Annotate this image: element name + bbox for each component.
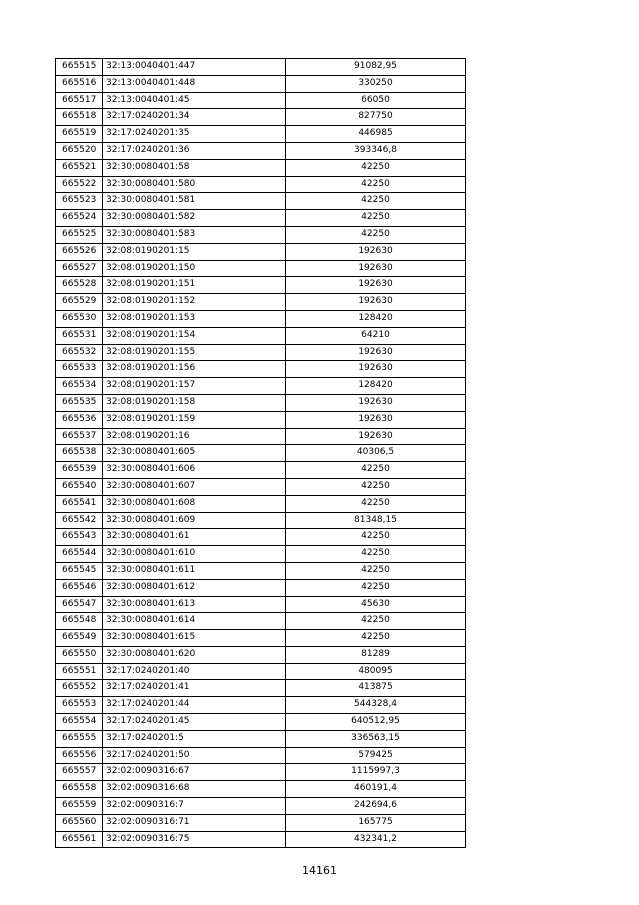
cadastral-number-cell: 32:30:0080401:580 xyxy=(103,176,286,193)
value-cell: 66050 xyxy=(286,92,466,109)
table-row xyxy=(56,663,466,680)
value-cell: 42250 xyxy=(286,159,466,176)
row-number-cell: 665526 xyxy=(56,243,103,260)
table-row xyxy=(56,512,466,529)
cadastral-number-cell: 32:08:0190201:152 xyxy=(103,294,286,311)
cadastral-number-cell: 32:30:0080401:582 xyxy=(103,210,286,227)
cadastral-number-cell: 32:30:0080401:614 xyxy=(103,613,286,630)
table-row xyxy=(56,428,466,445)
table-row xyxy=(56,260,466,277)
row-number-cell: 665528 xyxy=(56,277,103,294)
cadastral-number-cell: 32:08:0190201:155 xyxy=(103,344,286,361)
cadastral-number-cell: 32:30:0080401:607 xyxy=(103,478,286,495)
cadastral-number-cell: 32:08:0190201:16 xyxy=(103,428,286,445)
row-number-cell: 665547 xyxy=(56,596,103,613)
value-cell: 40306,5 xyxy=(286,445,466,462)
cadastral-number-cell: 32:17:0240201:34 xyxy=(103,109,286,126)
table-row xyxy=(56,714,466,731)
row-number-cell: 665533 xyxy=(56,361,103,378)
table-row xyxy=(56,764,466,781)
cadastral-number-cell: 32:08:0190201:15 xyxy=(103,243,286,260)
value-cell: 42250 xyxy=(286,495,466,512)
table-row xyxy=(56,92,466,109)
table-body xyxy=(56,59,466,848)
table-row xyxy=(56,59,466,76)
table-row xyxy=(56,109,466,126)
cadastral-value-table xyxy=(55,58,466,848)
value-cell: 42250 xyxy=(286,579,466,596)
value-cell: 42250 xyxy=(286,462,466,479)
row-number-cell: 665522 xyxy=(56,176,103,193)
value-cell: 192630 xyxy=(286,411,466,428)
row-number-cell: 665553 xyxy=(56,697,103,714)
table-row xyxy=(56,277,466,294)
table-row xyxy=(56,159,466,176)
row-number-cell: 665542 xyxy=(56,512,103,529)
cadastral-number-cell: 32:08:0190201:159 xyxy=(103,411,286,428)
row-number-cell: 665519 xyxy=(56,126,103,143)
cadastral-number-cell: 32:02:0090316:75 xyxy=(103,831,286,848)
row-number-cell: 665555 xyxy=(56,730,103,747)
table-row xyxy=(56,310,466,327)
value-cell: 64210 xyxy=(286,327,466,344)
value-cell: 336563,15 xyxy=(286,730,466,747)
row-number-cell: 665538 xyxy=(56,445,103,462)
row-number-cell: 665559 xyxy=(56,798,103,815)
value-cell: 192630 xyxy=(286,428,466,445)
value-cell: 827750 xyxy=(286,109,466,126)
row-number-cell: 665534 xyxy=(56,378,103,395)
table-row xyxy=(56,462,466,479)
table-row xyxy=(56,613,466,630)
cadastral-number-cell: 32:30:0080401:581 xyxy=(103,193,286,210)
value-cell: 192630 xyxy=(286,361,466,378)
value-cell: 192630 xyxy=(286,277,466,294)
table-row xyxy=(56,630,466,647)
row-number-cell: 665517 xyxy=(56,92,103,109)
value-cell: 42250 xyxy=(286,546,466,563)
table-row xyxy=(56,394,466,411)
page-number: 14161 xyxy=(302,864,337,877)
table-row xyxy=(56,193,466,210)
table-row xyxy=(56,495,466,512)
table-row xyxy=(56,210,466,227)
value-cell: 42250 xyxy=(286,210,466,227)
row-number-cell: 665521 xyxy=(56,159,103,176)
cadastral-number-cell: 32:08:0190201:151 xyxy=(103,277,286,294)
value-cell: 579425 xyxy=(286,747,466,764)
value-cell: 460191,4 xyxy=(286,781,466,798)
row-number-cell: 665516 xyxy=(56,75,103,92)
table-row xyxy=(56,814,466,831)
value-cell: 544328,4 xyxy=(286,697,466,714)
row-number-cell: 665556 xyxy=(56,747,103,764)
cadastral-number-cell: 32:17:0240201:41 xyxy=(103,680,286,697)
cadastral-number-cell: 32:17:0240201:5 xyxy=(103,730,286,747)
value-cell: 128420 xyxy=(286,310,466,327)
row-number-cell: 665551 xyxy=(56,663,103,680)
cadastral-number-cell: 32:30:0080401:615 xyxy=(103,630,286,647)
cadastral-number-cell: 32:02:0090316:68 xyxy=(103,781,286,798)
table-row xyxy=(56,562,466,579)
table-row xyxy=(56,243,466,260)
cadastral-number-cell: 32:13:0040401:448 xyxy=(103,75,286,92)
table-row xyxy=(56,445,466,462)
row-number-cell: 665525 xyxy=(56,226,103,243)
table-row xyxy=(56,680,466,697)
row-number-cell: 665552 xyxy=(56,680,103,697)
value-cell: 192630 xyxy=(286,294,466,311)
cadastral-number-cell: 32:13:0040401:45 xyxy=(103,92,286,109)
row-number-cell: 665543 xyxy=(56,529,103,546)
row-number-cell: 665544 xyxy=(56,546,103,563)
row-number-cell: 665548 xyxy=(56,613,103,630)
value-cell: 432341,2 xyxy=(286,831,466,848)
row-number-cell: 665535 xyxy=(56,394,103,411)
cadastral-number-cell: 32:30:0080401:605 xyxy=(103,445,286,462)
value-cell: 640512,95 xyxy=(286,714,466,731)
table-row xyxy=(56,344,466,361)
row-number-cell: 665530 xyxy=(56,310,103,327)
value-cell: 91082,95 xyxy=(286,59,466,76)
row-number-cell: 665541 xyxy=(56,495,103,512)
value-cell: 81348,15 xyxy=(286,512,466,529)
table-row xyxy=(56,579,466,596)
row-number-cell: 665523 xyxy=(56,193,103,210)
cadastral-number-cell: 32:30:0080401:609 xyxy=(103,512,286,529)
cadastral-number-cell: 32:02:0090316:67 xyxy=(103,764,286,781)
table-row xyxy=(56,831,466,848)
cadastral-number-cell: 32:30:0080401:583 xyxy=(103,226,286,243)
cadastral-number-cell: 32:30:0080401:608 xyxy=(103,495,286,512)
cadastral-number-cell: 32:17:0240201:45 xyxy=(103,714,286,731)
cadastral-number-cell: 32:08:0190201:156 xyxy=(103,361,286,378)
cadastral-number-cell: 32:30:0080401:58 xyxy=(103,159,286,176)
row-number-cell: 665539 xyxy=(56,462,103,479)
row-number-cell: 665537 xyxy=(56,428,103,445)
table-row xyxy=(56,327,466,344)
row-number-cell: 665536 xyxy=(56,411,103,428)
row-number-cell: 665532 xyxy=(56,344,103,361)
value-cell: 192630 xyxy=(286,394,466,411)
cadastral-number-cell: 32:08:0190201:154 xyxy=(103,327,286,344)
table-row xyxy=(56,226,466,243)
table-row xyxy=(56,142,466,159)
table-row xyxy=(56,781,466,798)
value-cell: 393346,8 xyxy=(286,142,466,159)
table-row xyxy=(56,176,466,193)
row-number-cell: 665561 xyxy=(56,831,103,848)
table-row xyxy=(56,546,466,563)
table-row xyxy=(56,747,466,764)
row-number-cell: 665524 xyxy=(56,210,103,227)
value-cell: 42250 xyxy=(286,176,466,193)
value-cell: 480095 xyxy=(286,663,466,680)
row-number-cell: 665527 xyxy=(56,260,103,277)
cadastral-number-cell: 32:17:0240201:40 xyxy=(103,663,286,680)
cadastral-number-cell: 32:08:0190201:153 xyxy=(103,310,286,327)
row-number-cell: 665554 xyxy=(56,714,103,731)
value-cell: 42250 xyxy=(286,529,466,546)
cadastral-number-cell: 32:17:0240201:44 xyxy=(103,697,286,714)
cadastral-number-cell: 32:02:0090316:71 xyxy=(103,814,286,831)
value-cell: 81289 xyxy=(286,646,466,663)
cadastral-number-cell: 32:08:0190201:157 xyxy=(103,378,286,395)
row-number-cell: 665549 xyxy=(56,630,103,647)
cadastral-number-cell: 32:30:0080401:611 xyxy=(103,562,286,579)
cadastral-number-cell: 32:30:0080401:612 xyxy=(103,579,286,596)
table-row xyxy=(56,478,466,495)
value-cell: 192630 xyxy=(286,260,466,277)
row-number-cell: 665515 xyxy=(56,59,103,76)
table-row xyxy=(56,529,466,546)
cadastral-number-cell: 32:30:0080401:610 xyxy=(103,546,286,563)
row-number-cell: 665520 xyxy=(56,142,103,159)
value-cell: 45630 xyxy=(286,596,466,613)
value-cell: 192630 xyxy=(286,344,466,361)
value-cell: 446985 xyxy=(286,126,466,143)
row-number-cell: 665529 xyxy=(56,294,103,311)
table-row xyxy=(56,697,466,714)
row-number-cell: 665531 xyxy=(56,327,103,344)
row-number-cell: 665540 xyxy=(56,478,103,495)
cadastral-number-cell: 32:08:0190201:150 xyxy=(103,260,286,277)
value-cell: 42250 xyxy=(286,226,466,243)
table-row xyxy=(56,730,466,747)
table-row xyxy=(56,75,466,92)
cadastral-number-cell: 32:08:0190201:158 xyxy=(103,394,286,411)
table-row xyxy=(56,596,466,613)
value-cell: 242694,6 xyxy=(286,798,466,815)
cadastral-number-cell: 32:17:0240201:50 xyxy=(103,747,286,764)
value-cell: 42250 xyxy=(286,478,466,495)
value-cell: 165775 xyxy=(286,814,466,831)
table-row xyxy=(56,411,466,428)
row-number-cell: 665560 xyxy=(56,814,103,831)
cadastral-number-cell: 32:30:0080401:606 xyxy=(103,462,286,479)
cadastral-number-cell: 32:30:0080401:61 xyxy=(103,529,286,546)
cadastral-number-cell: 32:30:0080401:613 xyxy=(103,596,286,613)
value-cell: 1115997,3 xyxy=(286,764,466,781)
table-row xyxy=(56,126,466,143)
cadastral-number-cell: 32:02:0090316:7 xyxy=(103,798,286,815)
row-number-cell: 665518 xyxy=(56,109,103,126)
table-row xyxy=(56,378,466,395)
value-cell: 42250 xyxy=(286,193,466,210)
value-cell: 42250 xyxy=(286,613,466,630)
value-cell: 413875 xyxy=(286,680,466,697)
value-cell: 42250 xyxy=(286,630,466,647)
row-number-cell: 665558 xyxy=(56,781,103,798)
cadastral-number-cell: 32:30:0080401:620 xyxy=(103,646,286,663)
value-cell: 42250 xyxy=(286,562,466,579)
value-cell: 128420 xyxy=(286,378,466,395)
table-row xyxy=(56,361,466,378)
row-number-cell: 665557 xyxy=(56,764,103,781)
table-row xyxy=(56,294,466,311)
row-number-cell: 665546 xyxy=(56,579,103,596)
cadastral-number-cell: 32:17:0240201:36 xyxy=(103,142,286,159)
row-number-cell: 665545 xyxy=(56,562,103,579)
row-number-cell: 665550 xyxy=(56,646,103,663)
table-row xyxy=(56,646,466,663)
table-row xyxy=(56,798,466,815)
value-cell: 330250 xyxy=(286,75,466,92)
value-cell: 192630 xyxy=(286,243,466,260)
cadastral-number-cell: 32:17:0240201:35 xyxy=(103,126,286,143)
cadastral-number-cell: 32:13:0040401:447 xyxy=(103,59,286,76)
